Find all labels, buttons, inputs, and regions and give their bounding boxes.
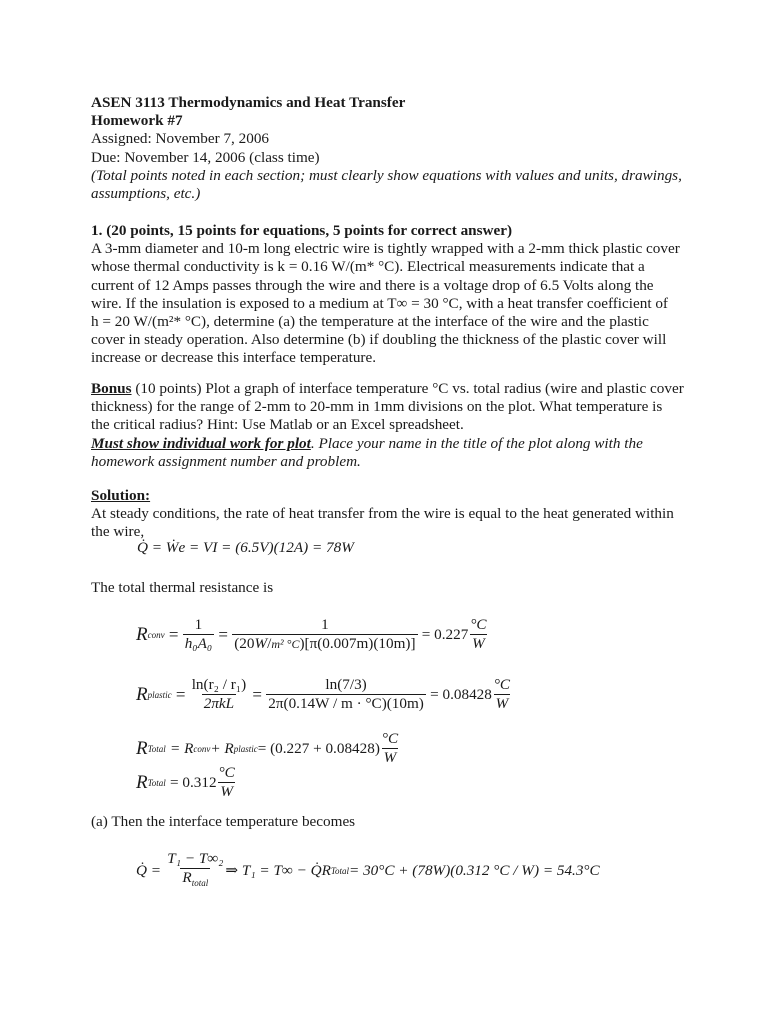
bonus-text: the critical radius? Hint: Use Matlab or an Excel spreadsheet. <box>91 416 464 434</box>
problem-1-line: wire. If the insulation is exposed to a medium at T∞ = 30 °C, with a heat transfer coefficient of <box>91 294 668 312</box>
homework-number: Homework #7 <box>91 112 183 130</box>
problem-1-line: increase or decrease this interface temperature. <box>91 349 377 367</box>
problem-1-line: whose thermal conductivity is k = 0.16 W/(m* °C). Electrical measurements indicate that a <box>91 258 645 276</box>
interface-temperature-equation: Q̇ = $\frac{\text{T₁ − T∞₂}}{R_{total}}$ ⇒ T₁ = T∞ − Q̇R Total = 30°C + (78W)(0.312 °C / W) = 54.3°C <box>136 850 600 892</box>
bonus-text: . Place your name in the title of the plot along with the <box>310 434 643 452</box>
bonus-label: Bonus <box>91 380 132 397</box>
solution-label: Solution: <box>91 487 151 504</box>
problem-1-line: current of 12 Amps passes through the wire and there is a voltage drop of 6.5 Volts along the <box>91 276 654 294</box>
bonus-text: (10 points) Plot a graph of interface temperature °C vs. total radius (wire and plastic cover <box>131 380 684 397</box>
solution-intro: At steady conditions, the rate of heat transfer from the wire is equal to the heat generated within <box>91 505 674 523</box>
assigned-date: Assigned: November 7, 2006 <box>91 130 270 148</box>
problem-1 <box>91 222 691 368</box>
problem-1-line: A 3-mm diameter and 10-m long electric wire is tightly wrapped with a 2-mm thick plastic cover <box>91 240 680 258</box>
bonus-section <box>91 380 691 471</box>
part-a-intro: (a) Then the interface temperature becomes <box>91 813 356 830</box>
solution-intro: the wire, <box>91 523 145 541</box>
problem-1-line: cover in steady operation. Also determine (b) if doubling the thickness of the plastic cover will <box>91 331 667 349</box>
r-conv-equation: R conv = $\frac{1}{\text{h₀A₀}}$ = $\frac{1}{\text{(20W/m² °C)[π(0.007m)(10m)]}}$ = 0.227 $\frac{^\circ C}{W}$ <box>136 616 487 653</box>
document-header <box>91 94 681 203</box>
problem-1-line: h = 20 W/(m²* °C), determine (a) the temperature at the interface of the wire and the plastic <box>91 313 649 331</box>
resistance-intro: The total thermal resistance is <box>91 579 274 596</box>
bonus-text: homework assignment number and problem. <box>91 452 361 470</box>
problem-1-heading: 1. (20 points, 15 points for equations, 5 points for correct answer) <box>91 222 513 239</box>
course-title: ASEN 3113 Thermodynamics and Heat Transfer <box>91 94 406 111</box>
solution-section <box>91 487 691 542</box>
points-note-line-2: assumptions, etc.) <box>91 185 201 203</box>
heat-generation-equation: Q̇ = Ẇe = VI = (6.5V)(12A) = 78W <box>137 539 354 556</box>
due-date: Due: November 14, 2006 (class time) <box>91 148 320 166</box>
bonus-text: thickness) for the range of 2-mm to 20-mm in 1mm divisions on the plot. What temperature is <box>91 398 663 416</box>
points-note-line-1: (Total points noted in each section; must clearly show equations with values and units, drawings, <box>91 166 682 184</box>
r-total-sum-equation: R Total = R conv + R plastic = (0.227 + 0.08428) $\frac{^\circ C}{W}$ <box>136 730 399 767</box>
bonus-emphasis: Must show individual work for plot <box>91 434 311 452</box>
r-plastic-equation: R plastic = $\frac{\text{ln(r₂ / r₁)}}{\text{2πkL}}$ = $\frac{\ln(7/3)}{2\pi(0.14W / m \cdot ^\circ C)(10m)}$ = 0.08428 $\frac{^\circ C}{W}$ <box>136 676 511 713</box>
r-total-result-equation: R Total = 0.312 $\frac{^\circ C}{W}$ <box>136 764 235 801</box>
